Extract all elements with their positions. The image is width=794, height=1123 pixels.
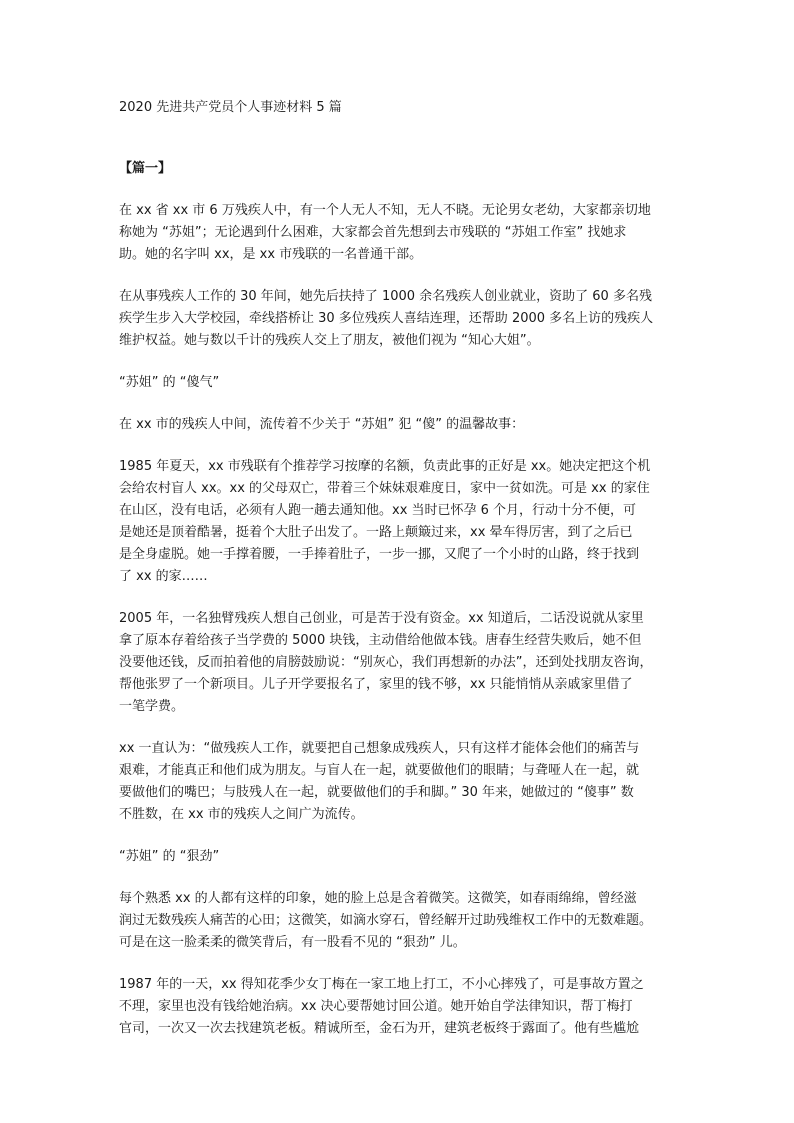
text-line: 拿了原本存着给孩子当学费的 5000 块钱，主动借给他做本钱。唐春生经营失败后，她不但 — [119, 633, 642, 648]
text-line: 在从事残疾人工作的 30 年间，她先后扶持了 1000 余名残疾人创业就业，资助了 60 多名残 — [119, 289, 652, 304]
text-line: 维护权益。她与数以千计的残疾人交上了朋友，被他们视为 “知心大姐”。 — [119, 333, 540, 348]
text-line: 是全身虚脱。她一手撑着腰，一手捧着肚子，一步一挪，又爬了一个小时的山路，终于找到 — [119, 547, 640, 562]
text-line: 不理，家里也没有钱给她治病。xx 决心要帮她讨回公道。她开始自学法律知识，帮丁梅打 — [119, 999, 633, 1014]
text-line: 了 xx 的家…… — [119, 569, 208, 584]
text-line: 官司，一次又一次去找建筑老板。精诚所至，金石为开，建筑老板终于露面了。他有些尴尬 — [119, 1021, 640, 1036]
text-line: xx 一直认为：“做残疾人工作，就要把自己想象成残疾人，只有这样才能体会他们的痛苦与 — [119, 741, 640, 756]
paragraph — [119, 200, 679, 266]
text-line: 在山区，没有电话，必须有人跑一趟去通知他。xx 当时已怀孕 6 个月，行动十分不便，可 — [119, 503, 637, 518]
text-line: 疾学生步入大学校园，牵线搭桥让 30 多位残疾人喜结连理，还帮助 2000 多名上访的残疾人 — [119, 311, 654, 326]
paragraph — [119, 608, 679, 718]
text-line: “苏姐” 的 “狠劲” — [119, 849, 220, 864]
text-line: 每个熟悉 xx 的人都有这样的印象，她的脸上总是含着微笑。这微笑，如春雨绵绵，曾经滋 — [119, 891, 637, 906]
paragraph — [119, 414, 679, 436]
text-line: 要做他们的嘴巴；与肢残人在一起，就要做他们的手和脚。” 30 年来，她做过的 “傻事” 数 — [119, 785, 634, 800]
text-line: 助。她的名字叫 xx，是 xx 市残联的一名普通干部。 — [119, 247, 423, 262]
text-line: 一笔学费。 — [119, 699, 185, 714]
paragraph — [119, 888, 679, 954]
text-line: 没要他还钱，反而拍着他的肩膀鼓励说：“别灰心，我们再想新的办法”，还到处找朋友咨询， — [119, 655, 653, 670]
text-line: 艰难，才能真正和他们成为朋友。与盲人在一起，就要做他们的眼睛；与聋哑人在一起，就 — [119, 763, 640, 778]
subheading — [119, 846, 679, 868]
document-title: 2020 先进共产党员个人事迹材料 5 篇 — [119, 100, 342, 115]
subheading — [119, 372, 679, 394]
text-line: 2005 年，一名独臂残疾人想自己创业，可是苦于没有资金。xx 知道后，二话没说就从家里 — [119, 611, 644, 626]
text-line: 在 xx 省 xx 市 6 万残疾人中，有一个人无人不知，无人不晓。无论男女老幼，大家都亲切地 — [119, 203, 651, 218]
text-line: 1987 年的一天，xx 得知花季少女丁梅在一家工地上打工，不小心摔残了，可是事故方置之 — [119, 977, 644, 992]
text-line: 在 xx 市的残疾人中间，流传着不少关于 “苏姐” 犯 “傻” 的温馨故事： — [119, 417, 525, 432]
text-line: 是她还是顶着酷暑，挺着个大肚子出发了。一路上颠簸过来，xx 晕车得厉害，到了之后已 — [119, 525, 633, 540]
text-line: 称她为 “苏姐”；无论遇到什么困难，大家都会首先想到去市残联的 “苏姐工作室” 找她求 — [119, 225, 627, 240]
text-line: 帮他张罗了一个新项目。儿子开学要报名了，家里的钱不够，xx 只能悄悄从亲戚家里借了 — [119, 677, 633, 692]
paragraph — [119, 456, 679, 588]
section-heading: 【篇一】 — [119, 161, 172, 176]
text-line: “苏姐” 的 “傻气” — [119, 375, 220, 390]
text-line: 会给农村盲人 xx。xx 的父母双亡，带着三个妹妹艰难度日，家中一贫如洗。可是 xx 的家住 — [119, 481, 650, 496]
paragraph — [119, 286, 679, 352]
document-body — [119, 200, 679, 1060]
text-line: 润过无数残疾人痛苦的心田；这微笑，如滴水穿石，曾经解开过助残维权工作中的无数难题。 — [119, 913, 653, 928]
paragraph — [119, 738, 679, 826]
text-line: 可是在这一脸柔柔的微笑背后，有一股看不见的 “狠劲” 儿。 — [119, 935, 466, 950]
text-line: 1985 年夏天，xx 市残联有个推荐学习按摩的名额，负责此事的正好是 xx。她决定把这个机 — [119, 459, 651, 474]
paragraph — [119, 974, 679, 1040]
text-line: 不胜数，在 xx 市的残疾人之间广为流传。 — [119, 807, 364, 822]
